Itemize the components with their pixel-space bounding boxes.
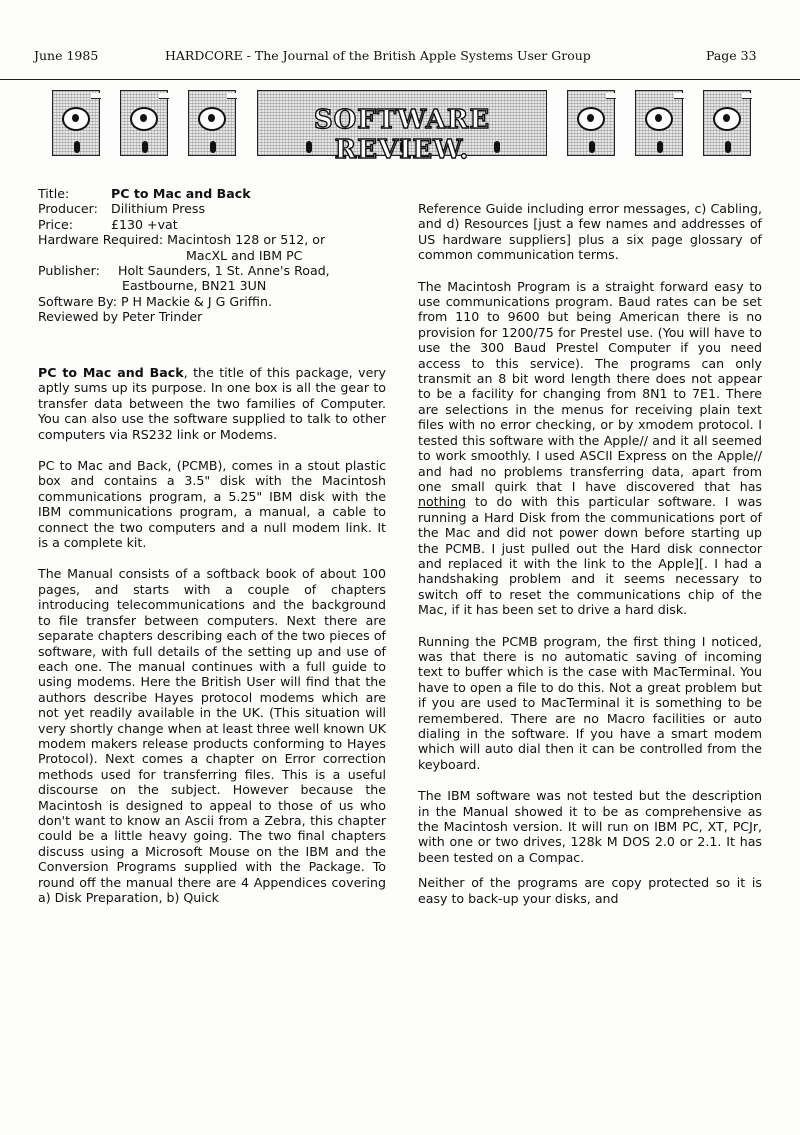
journal-title: HARDCORE - The Journal of the British Apple Systems User Group — [165, 48, 591, 63]
publisher-value-cont: Eastbourne, BN21 3UN — [122, 278, 267, 294]
floppy-disk-icon — [188, 90, 236, 156]
mac-program-paragraph: The Macintosh Program is a straight forward easy to use communications program. Baud rates can be set from 110 to 9600 but being American there is no provision for 1200/75 for Prestel use. (You will have to use the 300 Baud Prestel Computer if you need access to this service). The programs can only transmit an 8 bit word length there does not appear to be a facility for changing from 8N1 to 7E1. There are selections in the menus for receiving plain text files with no error checking, or by xmodem protocol. I tested this software with the Apple// and it all seemed to work smoothly. I used ASCII Express on the Apple// and had no problems transferring data, apart from one small quirk that I have discovered that has nothing to do with this particular software. I was running a Hard Disk from the communications port of the Mac and did not power down before starting up the PCMB. I just pulled out the Hard disk connector and replaced it with the link to the Apple][. I had a handshaking problem and it seems necessary to switch off to reset the communications chip of the Mac, if it has been set to drive a hard disk. — [418, 278, 762, 618]
left-column — [38, 365, 386, 905]
banner-title-box — [257, 90, 547, 165]
running-header — [0, 48, 800, 68]
review-details — [38, 186, 386, 325]
copy-protection-paragraph: Neither of the programs are copy protected so it is easy to back-up your disks, and — [418, 875, 762, 906]
publisher-label: Publisher: — [38, 262, 100, 278]
price-label: Price: — [38, 216, 73, 232]
producer-value: Dilithium Press — [111, 201, 206, 217]
floppy-disk-icon — [567, 90, 615, 156]
manual-paragraph: The Manual consists of a softback book of about 100 pages, and starts with a couple of chapters introducing telecommunications and the background to file transfer between computers. Next there are separate chapters describing each of the two pieces of software, with full details of the setting up and use of each one. The manual continues with a full guide to using modems. Here the British User will find that the authors describe Hayes protocol modems which are not yet readily available in the UK. (This situation will very shortly change when at least three well known UK modem makers release products conforming to Hayes Protocol). Next comes a chapter on Error correction methods used for transferring files. This is a useful discourse on the subject. However because the Macintosh is designed to appeal to those of us who don't want to know an Ascii from a Zebra, this chapter could be a little heavy going. The two final chapters discuss using a Microsoft Mouse on the IBM and the Conversion Programs supplied with the Package. To round off the manual there are 4 Appendices covering a) Disk Preparation, b) Quick — [38, 566, 386, 905]
software-by: Software By: P H Mackie & J G Griffin. — [38, 293, 272, 309]
issue-date: June 1985 — [34, 48, 99, 63]
price-value: £130 +vat — [111, 216, 178, 232]
hardware-required: Hardware Required: Macintosh 128 or 512, or — [38, 232, 326, 248]
floppy-disk-icon — [703, 90, 751, 156]
header-rule — [0, 79, 800, 80]
software-review-banner — [52, 90, 765, 165]
producer-label: Producer: — [38, 201, 98, 217]
title-label: Title: — [38, 186, 70, 201]
package-paragraph: PC to Mac and Back, (PCMB), comes in a stout plastic box and contains a 3.5" disk with the Macintosh communications program, a 5.25" IBM disk with the IBM communications program, a manual, a cable to connect the two computers and a null modem link. It is a complete kit. — [38, 458, 386, 551]
page-number: Page 33 — [706, 48, 757, 63]
banner-title: SOFTWARE REVIEW. — [313, 105, 491, 165]
floppy-disk-icon — [120, 90, 168, 156]
right-column — [418, 201, 762, 906]
floppy-disk-icon — [52, 90, 100, 156]
title-value: PC to Mac and Back — [111, 186, 251, 201]
reviewed-by: Reviewed by Peter Trinder — [38, 309, 203, 325]
intro-paragraph: PC to Mac and Back, the title of this package, very aptly sums up its purpose. In one box is all the gear to transfer data between the two families of Computer. You can also use the software supplied to talk to other computers via RS232 link or Modems. — [38, 365, 386, 442]
hardware-required-cont: MacXL and IBM PC — [186, 247, 303, 263]
running-paragraph: Running the PCMB program, the first thing I noticed, was that there is no automatic saving of incoming text to buffer which is the case with MacTerminal. You have to open a file to do this. Not a great problem but if you are used to MacTerminal it is something to be remembered. There are no Macro facilities or auto dialing in the software. If you have a smart modem which will auto dial then it can be controlled from the keyboard. — [418, 633, 762, 772]
appendix-paragraph: Reference Guide including error messages, c) Cabling, and d) Resources [just a few names and addresses of US hardware suppliers] plus a six page glossary of common communication terms. — [418, 201, 762, 263]
publisher-value: Holt Saunders, 1 St. Anne's Road, — [118, 262, 330, 278]
ibm-paragraph: The IBM software was not tested but the description in the Manual showed it to be as comprehensive as the Macintosh version. It will run on IBM PC, XT, PCJr, with one or two drives, 128k M DOS 2.0 or 2.1. It has been tested on a Compac. — [418, 788, 762, 865]
floppy-disk-icon — [635, 90, 683, 156]
